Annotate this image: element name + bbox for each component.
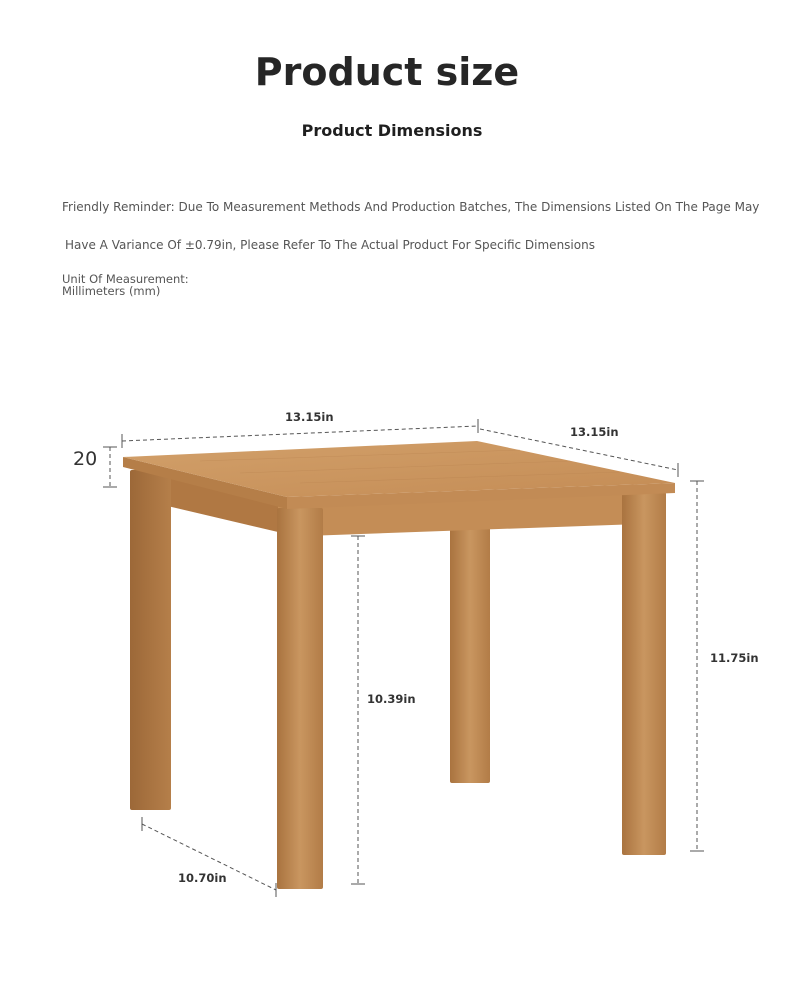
back-left-leg <box>130 470 171 810</box>
dim-overall-height: 11.75in <box>710 651 759 665</box>
unit-label: Unit Of Measurement: <box>62 272 189 286</box>
unit-value: Millimeters (mm) <box>62 284 161 298</box>
dim-base-depth: 10.70in <box>178 871 227 885</box>
reminder-line-1: Friendly Reminder: Due To Measurement Methods And Production Batches, The Dimensions Listed On The Page May <box>62 200 760 214</box>
page-title: Product size <box>254 50 520 94</box>
dim-top-side-depth: 13.15in <box>570 425 619 439</box>
front-left-leg <box>277 508 323 889</box>
dim-top-front-width: 13.15in <box>285 410 334 424</box>
reminder-line-2: Have A Variance Of ±0.79in, Please Refer To The Actual Product For Specific Dimensions <box>65 238 595 252</box>
section-subtitle: Product Dimensions <box>301 121 483 140</box>
dim-under-apron-height: 10.39in <box>367 692 416 706</box>
front-right-leg <box>622 492 666 855</box>
dim-top-thickness: 20 <box>73 448 98 470</box>
back-right-leg <box>450 525 490 783</box>
